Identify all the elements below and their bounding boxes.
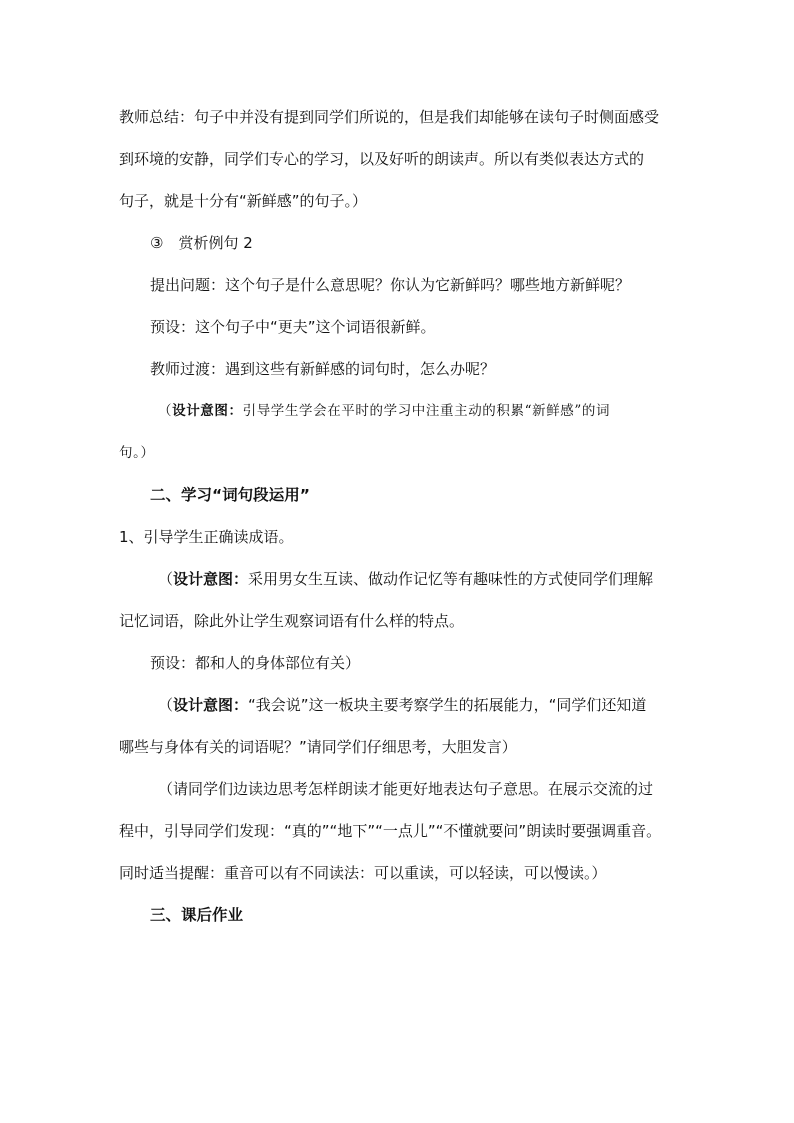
section-3-heading: 三、课后作业 <box>150 906 244 924</box>
design-intent-2-cont: 记忆词语，除此外让学生观察词语有什么样的特点。 <box>119 612 465 630</box>
design-intent-1 <box>158 400 610 422</box>
design-intent-text: 采用男女生互读、做动作记忆等有趣味性的方式使同学们理解 <box>248 570 654 588</box>
example-2-heading: ③ 赏析例句 2 <box>150 234 253 252</box>
design-intent-label: 设计意图： <box>173 570 249 588</box>
summary-line-2: 到环境的安静，同学们专心的学习，以及好听的朗读声。所以有类似表达方式的 <box>119 150 645 168</box>
design-intent-2 <box>158 568 653 590</box>
open-paren: （ <box>158 696 174 714</box>
design-intent-text: “我会说”这一板块主要考察学生的拓展能力，“同学们还知道 <box>248 696 647 714</box>
reading-tip-line-1: （请同学们边读边思考怎样朗读才能更好地表达句子意思。在展示交流的过 <box>158 780 654 798</box>
summary-line-3: 句子，就是十分有“新鲜感”的句子。） <box>119 192 368 210</box>
reading-tip-line-2: 程中，引导同学们发现：“真的”“地下”“一点儿”“不懂就要问”朗读时要强调重音。 <box>119 822 662 840</box>
design-intent-3 <box>158 694 646 716</box>
design-intent-3-cont: 哪些与身体有关的词语呢？”请同学们仔细思考，大胆发言） <box>119 738 517 756</box>
design-intent-text: 引导学生学会在平时的学习中注重主动的积累“新鲜感”的词 <box>242 403 611 419</box>
design-intent-label: 设计意图： <box>173 696 249 714</box>
transition-line: 教师过渡：遇到这些有新鲜感的词句时，怎么办呢？ <box>150 360 496 378</box>
question-line: 提出问题：这个句子是什么意思呢？你认为它新鲜吗？哪些地方新鲜呢？ <box>150 276 631 294</box>
design-intent-1-cont: 句。） <box>119 445 155 461</box>
open-paren: （ <box>158 570 174 588</box>
open-paren: （ <box>158 403 173 419</box>
reading-tip-line-3: 同时适当提醒：重音可以有不同读法：可以重读，可以轻读，可以慢读。） <box>119 864 607 882</box>
design-intent-label: 设计意图： <box>172 403 243 419</box>
preset-line-1: 预设：这个句子中“更夫”这个词语很新鲜。 <box>150 318 436 336</box>
section-2-heading: 二、学习“词句段运用” <box>150 486 310 504</box>
step-1-line: 1、引导学生正确读成语。 <box>119 528 294 546</box>
summary-line-1: 教师总结：句子中并没有提到同学们所说的，但是我们却能够在读句子时侧面感受 <box>119 108 660 126</box>
preset-line-2: 预设：都和人的身体部位有关） <box>150 654 361 672</box>
